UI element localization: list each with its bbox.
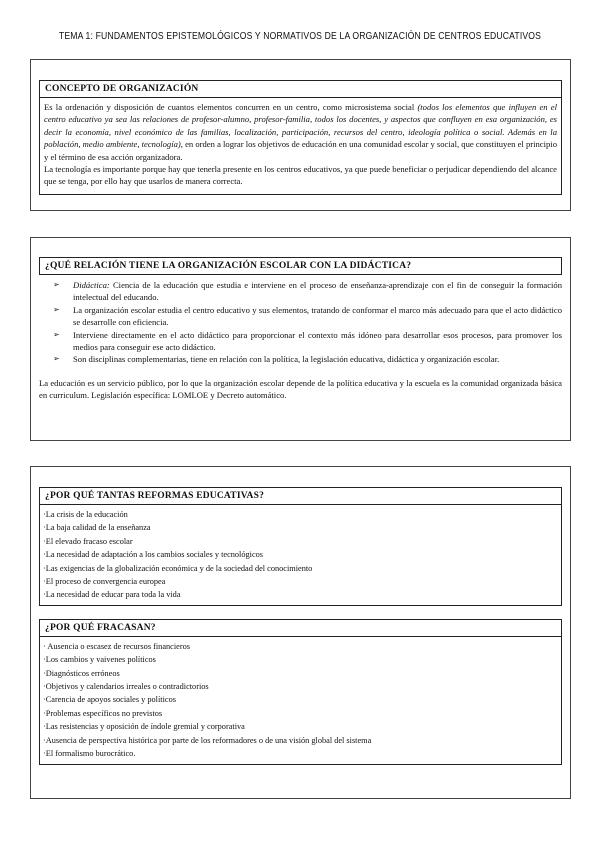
reformas-heading: ¿POR QUÉ TANTAS REFORMAS EDUCATIVAS? <box>39 487 562 505</box>
tecnologia-paragraph: La tecnología es importante porque hay que tenerla presente en los centros educativos, ya que puede beneficiar o perjudicar dependiendo del alcance que se tenga, por ello hay que usarlos de manera correcta. <box>44 164 557 187</box>
reformas-body <box>39 505 562 606</box>
relacion-heading: ¿QUÉ RELACIÓN TIENE LA ORGANIZACIÓN ESCOLAR CON LA DIDÁCTICA? <box>39 257 562 275</box>
fracasan-heading: ¿POR QUÉ FRACASAN? <box>39 619 562 637</box>
list-item: · Ausencia o escasez de recursos financieros <box>43 641 190 651</box>
list-item: ·La necesidad de adaptación a los cambios sociales y tecnológicos <box>43 550 264 560</box>
document-title: TEMA 1: FUNDAMENTOS EPISTEMOLÓGICOS Y NORMATIVOS DE LA ORGANIZACIÓN DE CENTROS EDUCATIVOS <box>58 30 542 42</box>
relacion-list <box>39 279 562 366</box>
arrow-icon: ➢ <box>53 329 60 339</box>
concepto-heading: CONCEPTO DE ORGANIZACIÓN <box>39 80 562 98</box>
relacion-card <box>30 237 571 441</box>
arrow-icon: ➢ <box>53 304 60 314</box>
arrow-icon: ➢ <box>53 280 60 289</box>
list-item: ➢ Son disciplinas complementarias, tiene en relación con la política, la legislación educativa, didáctica y organización escolar. <box>53 354 500 365</box>
arrow-icon: ➢ <box>53 354 60 364</box>
fracasan-list <box>43 640 557 761</box>
list-item: ➢ Didáctica: Ciencia de la educación que estudia e interviene en el proceso de enseñanza-aprendizaje con el fin de conseguir la formación intelectual del educando. <box>53 280 562 303</box>
list-item: ➢ Interviene directamente en el acto didáctico para proporcionar el contexto más idóneo para desarrollar esos procesos, para promover los medios para conseguir ese acto didáctico. <box>53 329 562 353</box>
relacion-closing: La educación es un servicio público, por lo que la organización escolar depende de la política educativa y la escuela es la comunidad organizada básica en curriculum. Legislación específica: LOMLOE y Decreto automático. <box>39 377 562 401</box>
concepto-body <box>39 98 562 195</box>
list-item: ➢ La organización escolar estudia el centro educativo y sus elementos, tratando de conformar el marco más adecuado para que el acto didáctico se desarrolle con eficiencia. <box>53 304 562 328</box>
fracasan-body <box>39 637 562 765</box>
list-item: ·Los cambios y vaivenes políticos <box>43 655 156 665</box>
concepto-card <box>30 59 571 211</box>
list-item: ·Diagnósticos erróneos <box>43 668 120 678</box>
reformas-card <box>30 466 571 799</box>
list-item: ·El formalismo burocrático. <box>43 749 136 759</box>
list-item: ·Problemas específicos no previstos <box>43 708 163 718</box>
list-item: ·Carencia de apoyos sociales y políticos <box>43 695 176 705</box>
reformas-list <box>43 508 557 602</box>
list-item: ·Ausencia de perspectiva histórica por parte de los reformadores o de una visión global del sistema <box>43 735 372 745</box>
list-item: ·La baja calidad de la enseñanza <box>43 523 151 533</box>
list-item: ·El elevado fracaso escolar <box>43 536 133 546</box>
list-item: ·La crisis de la educación <box>43 510 128 519</box>
list-item: ·Objetivos y calendarios irreales o contradictorios <box>43 682 209 692</box>
concepto-paragraph: Es la ordenación y disposición de cuantos elementos concurren en un centro, como microsistema social (todos los elementos que influyen en el centro educativo ya sea las relaciones de profesor-alumno, profesor-familia, todos los docentes, y aspectos que confluyen en esa organización, es decir la economía, nivel económico de las familias, localización, participación, recursos del centro, ideología política o social. Además en la población, medio ambiente, tecnología), en orden a lograr los objetivos de educación en una comunidad escolar y social, que constituyen el principio y el término de esa acción organizadora. <box>44 102 557 162</box>
list-item: ·Las resistencias y oposición de índole gremial y corporativa <box>43 722 245 732</box>
list-item: ·El proceso de convergencia europea <box>43 577 166 587</box>
list-item: ·Las exigencias de la globalización económica y de la sociedad del conocimiento <box>43 563 313 573</box>
list-item: ·La necesidad de educar para toda la vida <box>43 590 181 600</box>
